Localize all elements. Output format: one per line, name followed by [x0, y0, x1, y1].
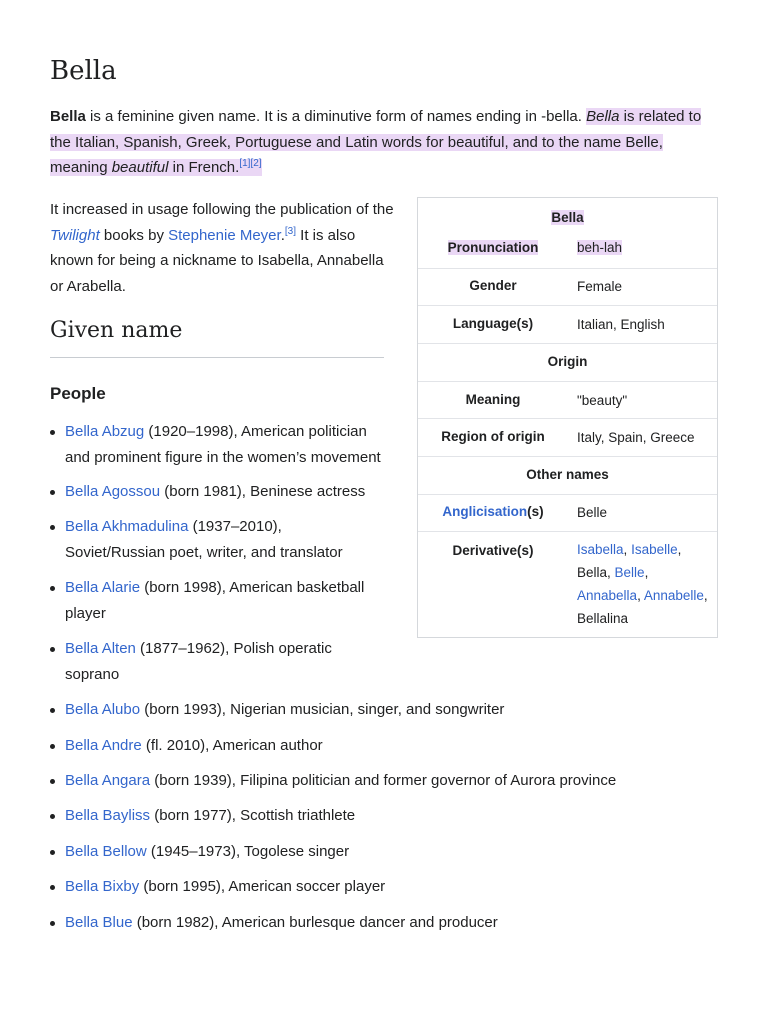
person-link[interactable]: Bella Andre: [65, 737, 142, 754]
list-item: [65, 803, 355, 829]
infobox-row-language: [418, 305, 717, 343]
person-description: (1920–1998), American politician: [144, 423, 367, 440]
infobox-label-anglicisation: [418, 504, 568, 519]
infobox-label-region: Region of origin: [441, 429, 545, 444]
infobox-value-language: Italian, English: [577, 317, 665, 332]
infobox-value-wrap: [577, 236, 712, 259]
infobox-label-derivatives: Derivative(s): [452, 543, 534, 558]
reference-1-link[interactable]: [1]: [239, 158, 251, 169]
list-item: [65, 697, 504, 723]
person-description-2: Soviet/Russian poet, writer, and translator: [65, 543, 343, 561]
intro-bold-name: Bella: [50, 108, 86, 125]
infobox-value-region: Italy, Spain, Greece: [577, 430, 695, 445]
usage-text-2: books by: [99, 226, 169, 244]
derivative-link-belle[interactable]: Belle: [614, 565, 645, 580]
person-link[interactable]: Bella Alarie: [65, 579, 141, 596]
person-description: (born 1998), American basketball: [140, 579, 365, 596]
intro-highlight-italic-2: beautiful: [111, 159, 169, 176]
infobox-value-pronunciation: beh-lah: [577, 240, 623, 255]
infobox-label-meaning: Meaning: [465, 392, 521, 407]
infobox-title: Bella: [551, 210, 584, 225]
person-description: (fl. 2010), American author: [141, 737, 323, 754]
list-item: [65, 419, 381, 470]
infobox-row-derivatives: [418, 531, 717, 637]
person-description-2: player: [65, 604, 106, 622]
person-description: (born 1995), American soccer player: [139, 878, 386, 895]
list-item: [65, 839, 349, 865]
infobox: [417, 197, 718, 638]
person-link[interactable]: Bella Abzug: [65, 423, 145, 440]
infobox-origin-header: Origin: [547, 354, 588, 369]
person-link[interactable]: Bella Alubo: [65, 701, 141, 718]
person-link[interactable]: Bella Bayliss: [65, 807, 151, 824]
infobox-other-names-header: Other names: [526, 467, 609, 482]
usage-text-3: .: [280, 226, 285, 244]
person-description: (born 1939), Filipina politician and former governor of Aurora province: [150, 772, 617, 789]
person-description: (born 1977), Scottish triathlete: [150, 807, 356, 824]
infobox-title-wrap: [418, 210, 717, 225]
person-description: (1945–1973), Togolese singer: [146, 843, 350, 860]
infobox-label-language: Language(s): [452, 316, 534, 331]
person-description-2: and prominent figure in the women’s movement: [65, 448, 381, 466]
infobox-value-derivatives: Isabella, Isabelle, Bella, Belle, Annabella, Annabelle, Bellalina: [577, 542, 708, 626]
infobox-value-meaning: "beauty": [577, 393, 628, 408]
infobox-label-gender: Gender: [469, 278, 517, 293]
derivative-link-annabella[interactable]: Annabella: [577, 588, 638, 603]
subsection-heading-people: People: [50, 384, 106, 403]
person-description-2: soprano: [65, 665, 120, 683]
list-item: [65, 874, 385, 900]
usage-paragraph: [50, 197, 395, 299]
derivative-link-isabelle[interactable]: Isabelle: [631, 542, 678, 557]
list-item: [65, 479, 365, 505]
infobox-row-anglicisation: [418, 494, 717, 531]
derivative-link-isabella[interactable]: Isabella: [577, 542, 624, 557]
reference-3-link[interactable]: [3]: [284, 225, 296, 237]
person-description: (born 1981), Beninese actress: [160, 483, 366, 500]
stephenie-meyer-link[interactable]: Stephenie Meyer: [168, 226, 281, 244]
person-link[interactable]: Bella Blue: [65, 914, 133, 931]
person-link[interactable]: Bella Angara: [65, 772, 151, 789]
twilight-link-text: Twilight: [50, 226, 100, 244]
usage-text-4: It is also known for being a nickname to Isabella, Annabella or Arabella.: [50, 226, 384, 295]
anglicisation-suffix: (s): [527, 504, 544, 519]
page-title: Bella: [50, 56, 117, 86]
infobox-value-anglicisation: Belle: [577, 505, 608, 520]
list-item: [65, 910, 498, 936]
infobox-other-names-header-row: [418, 456, 717, 494]
list-item: [65, 636, 332, 687]
list-item: [65, 575, 364, 626]
derivative-link-annabelle[interactable]: Annabelle: [643, 588, 704, 603]
reference-2-link[interactable]: [2]: [250, 158, 262, 169]
infobox-title-row: [418, 198, 717, 268]
person-link[interactable]: Bella Alten: [65, 640, 136, 657]
infobox-origin-header-row: [418, 343, 717, 381]
intro-highlight-text-2: in French.: [168, 159, 240, 176]
person-description: (1877–1962), Polish operatic: [135, 640, 332, 657]
infobox-row-gender: [418, 268, 717, 305]
person-link[interactable]: Bella Akhmadulina: [65, 518, 189, 535]
derivative-bella: Bella: [577, 565, 608, 580]
section-heading-given-name: Given name: [50, 318, 384, 358]
anglicisation-link[interactable]: Anglicisation: [442, 504, 528, 519]
infobox-row-region: [418, 418, 717, 456]
infobox-label-pronunciation: Pronunciation: [447, 240, 539, 255]
intro-highlight-text: is related to the Italian, Spanish, Greek, Portuguese and Latin words for beautiful, and to the name Belle, meaning: [50, 108, 702, 176]
intro-highlight-italic: Bella: [586, 108, 620, 125]
infobox-label-wrap: [418, 240, 568, 255]
list-item: [65, 768, 616, 794]
person-description: (born 1982), American burlesque dancer and producer: [132, 914, 498, 931]
intro-paragraph: [50, 104, 718, 181]
infobox-value-gender: Female: [577, 279, 623, 294]
derivative-bellalina: Bellalina: [577, 611, 629, 626]
person-link[interactable]: Bella Bixby: [65, 878, 140, 895]
person-link[interactable]: Bella Bellow: [65, 843, 147, 860]
infobox-row-meaning: [418, 381, 717, 418]
person-link[interactable]: Bella Agossou: [65, 483, 161, 500]
person-description: (born 1993), Nigerian musician, singer, and songwriter: [140, 701, 505, 718]
person-description: (1937–2010),: [188, 518, 282, 535]
intro-text: is a feminine given name. It is a diminutive form of names ending in -bella.: [85, 108, 587, 125]
list-item: [65, 514, 343, 565]
usage-text: It increased in usage following the publication of the: [50, 201, 394, 218]
list-item: [65, 733, 323, 759]
twilight-link[interactable]: [50, 227, 100, 244]
